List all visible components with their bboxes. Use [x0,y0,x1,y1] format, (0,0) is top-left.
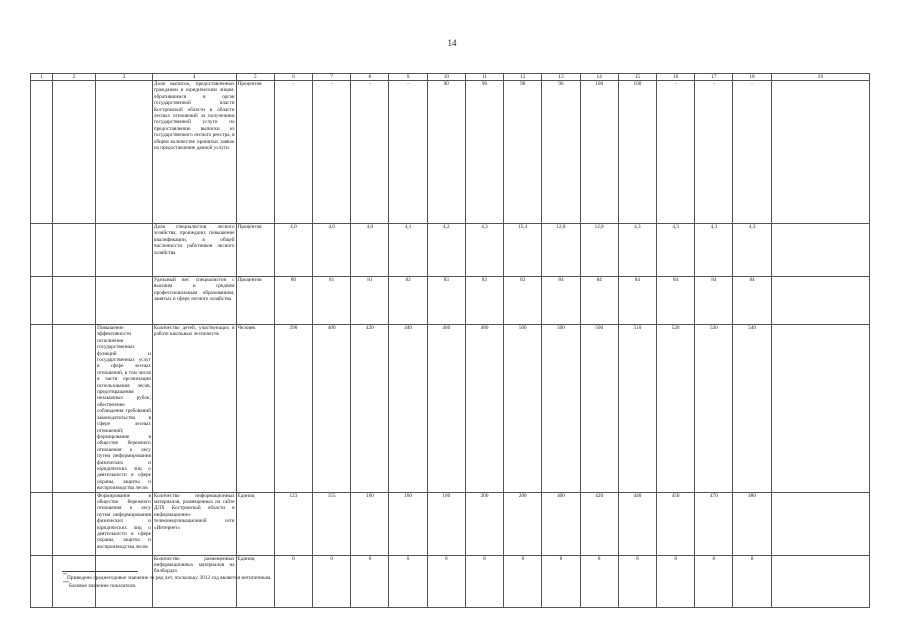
column-number: 2 [52,74,95,81]
task-cell [96,224,153,277]
cell-goal [52,492,95,555]
cell-note [771,492,869,555]
value-cell: - [695,81,733,224]
indicator-cell: Доля выписок, предоставленных гражданам и юридическим лицам, обратившимся в орган государственной власти Костромской области в области лесных отношений за получением государственной услуги по предоставлению выписки из государственного лесного реестра, в общем количестве принятых заявок на предоставление данной услуги [152,81,236,224]
value-cell: 12,8 [542,224,580,277]
task-cell [96,81,153,224]
value-cell: 500 [542,325,580,493]
value-cell: 84 [657,277,695,325]
value-cell: 200 [504,492,542,555]
value-cell: 4,1 [389,224,427,277]
column-number: 1 [31,74,53,81]
page-number: 14 [447,38,457,48]
task-cell [96,277,153,325]
cell-goal [52,81,95,224]
unit-cell: Единиц [236,555,274,607]
value-cell: 84 [542,277,580,325]
cell-index [31,555,53,607]
value-cell: - [389,81,427,224]
cell-goal [52,325,95,493]
value-cell: 81 [351,277,389,325]
cell-note [771,555,869,607]
value-cell: 8 [504,555,542,607]
value-cell: 82 [389,277,427,325]
value-cell: 90 [504,81,542,224]
value-cell: 390 [274,325,312,493]
cell-index [31,277,53,325]
column-number: 19 [771,74,869,81]
value-cell: 83 [465,277,503,325]
value-cell: 8 [465,555,503,607]
value-cell: 4,3 [695,224,733,277]
value-cell: 84 [733,277,771,325]
table-row [31,224,870,277]
column-number: 12 [504,74,542,81]
value-cell: 81 [313,277,351,325]
value-cell: 420 [580,492,618,555]
value-cell: 200 [465,492,503,555]
value-cell: 4,3 [618,224,656,277]
value-cell: 510 [618,325,656,493]
value-cell: 520 [657,325,695,493]
value-cell: 83 [427,277,465,325]
value-cell: 450 [657,492,695,555]
value-cell: 0 [313,555,351,607]
value-cell: 400 [313,325,351,493]
value-cell: 0 [389,555,427,607]
value-cell: - [657,81,695,224]
column-number: 7 [313,74,351,81]
cell-index [31,325,53,493]
cell-note [771,277,869,325]
value-cell: 84 [695,277,733,325]
column-number: 3 [96,74,153,81]
value-cell: 500 [504,325,542,493]
value-cell: 4,2 [427,224,465,277]
column-number-row [31,74,870,81]
value-cell: 480 [465,325,503,493]
value-cell: - [733,81,771,224]
table-row [31,325,870,493]
value-cell: 100 [618,81,656,224]
table-row [31,81,870,224]
value-cell: 84 [618,277,656,325]
value-cell: 4,0 [313,224,351,277]
indicator-cell: Количество детей, участвующих в работе школьных лесничеств [152,325,236,493]
table-body [31,81,870,608]
value-cell: 500 [580,325,618,493]
value-cell: 80 [274,277,312,325]
cell-index [31,492,53,555]
value-cell: 540 [733,325,771,493]
cell-goal [52,277,95,325]
cell-note [771,325,869,493]
value-cell: 460 [427,325,465,493]
value-cell: 8 [733,555,771,607]
cell-index [31,81,53,224]
column-number: 5 [236,74,274,81]
value-cell: 0 [351,555,389,607]
column-number: 11 [465,74,503,81]
column-number: 8 [351,74,389,81]
value-cell: 8 [695,555,733,607]
value-cell: - [313,81,351,224]
value-cell: 4,3 [657,224,695,277]
column-number: 6 [274,74,312,81]
value-cell: 4,0 [274,224,312,277]
value-cell: 160 [389,492,427,555]
table-row [31,492,870,555]
footnote [63,580,136,589]
column-number: 15 [618,74,656,81]
indicator-cell: Количество информационных материалов, размещенных на сайте ДЛХ Костромской области в информационно-телекоммуникационной сети «Интернет» [152,492,236,555]
value-cell: 123 [274,492,312,555]
unit-cell: Единиц [236,492,274,555]
indicator-cell: Удельный вес специалистов с высшим и средним профессиональным образованием, занятых в сфере лесного хозяйства [152,277,236,325]
table-row [31,277,870,325]
value-cell: 0 [427,555,465,607]
unit-cell: Человек [236,325,274,493]
value-cell: 160 [351,492,389,555]
value-cell: 0 [274,555,312,607]
value-cell: - [274,81,312,224]
unit-cell: Процентов [236,81,274,224]
value-cell: 155 [313,492,351,555]
cell-note [771,224,869,277]
value-cell: 400 [542,492,580,555]
value-cell: 15,4 [504,224,542,277]
value-cell: 90 [542,81,580,224]
table-row [31,555,870,607]
footnote-text: Приведено среднегодовое значение за ряд лет, поскольку 2012 год является нетипичным. [67,574,272,581]
unit-cell: Процентов [236,224,274,277]
cell-goal [52,224,95,277]
task-cell: Повышение эффективности исполнения государственных функций и государственных услуг в сфере лесных отношений, в том числе в части организации использования лесов, предотвращения незаконных рубок; обеспечение соблюдения требований законодательства в сфере лесных отношений; формирование в обществе бережного отношения к лесу путем информирования физических и юридических лиц о деятельности в сфере охраны, защиты и воспроизводства лесов [97,325,151,492]
value-cell: 8 [542,555,580,607]
value-cell: 4,3 [733,224,771,277]
column-number: 10 [427,74,465,81]
value-cell: 90 [465,81,503,224]
task-cell: Формирование в обществе бережного отношения к лесу путем информирования физических и юридических лиц о деятельности в сфере охраны, защиты и воспроизводства лесов [96,492,153,555]
value-cell: - [351,81,389,224]
value-cell: 8 [618,555,656,607]
column-number: 18 [733,74,771,81]
value-cell: 4,0 [351,224,389,277]
footnote-mark: ** [63,572,67,577]
cell-index [31,224,53,277]
value-cell: 8 [657,555,695,607]
cell-note [771,81,869,224]
value-cell: 480 [733,492,771,555]
value-cell: 84 [580,277,618,325]
value-cell: 12,8 [580,224,618,277]
value-cell: 90 [427,81,465,224]
column-number: 9 [389,74,427,81]
value-cell: 470 [695,492,733,555]
value-cell: 440 [389,325,427,493]
value-cell: 530 [695,325,733,493]
column-number: 4 [152,74,236,81]
value-cell: 83 [504,277,542,325]
column-number: 16 [657,74,695,81]
value-cell: 440 [618,492,656,555]
indicator-cell: Количество размещенных информационных материалов на билбордах [152,555,236,607]
indicator-cell: Доля специалистов лесного хозяйства, прошедших повышение квалификации, в общей численности работников лесного хозяйства [152,224,236,277]
unit-cell: Процентов [236,277,274,325]
footnote-mark: *** [63,580,69,585]
column-number: 14 [580,74,618,81]
value-cell: 420 [351,325,389,493]
footnote-text: Базовое значение показателя. [69,582,137,589]
indicators-table [30,73,870,608]
value-cell: 160 [427,492,465,555]
value-cell: 8 [580,555,618,607]
value-cell: 100 [580,81,618,224]
column-number: 17 [695,74,733,81]
value-cell: 4,3 [465,224,503,277]
column-number: 13 [542,74,580,81]
